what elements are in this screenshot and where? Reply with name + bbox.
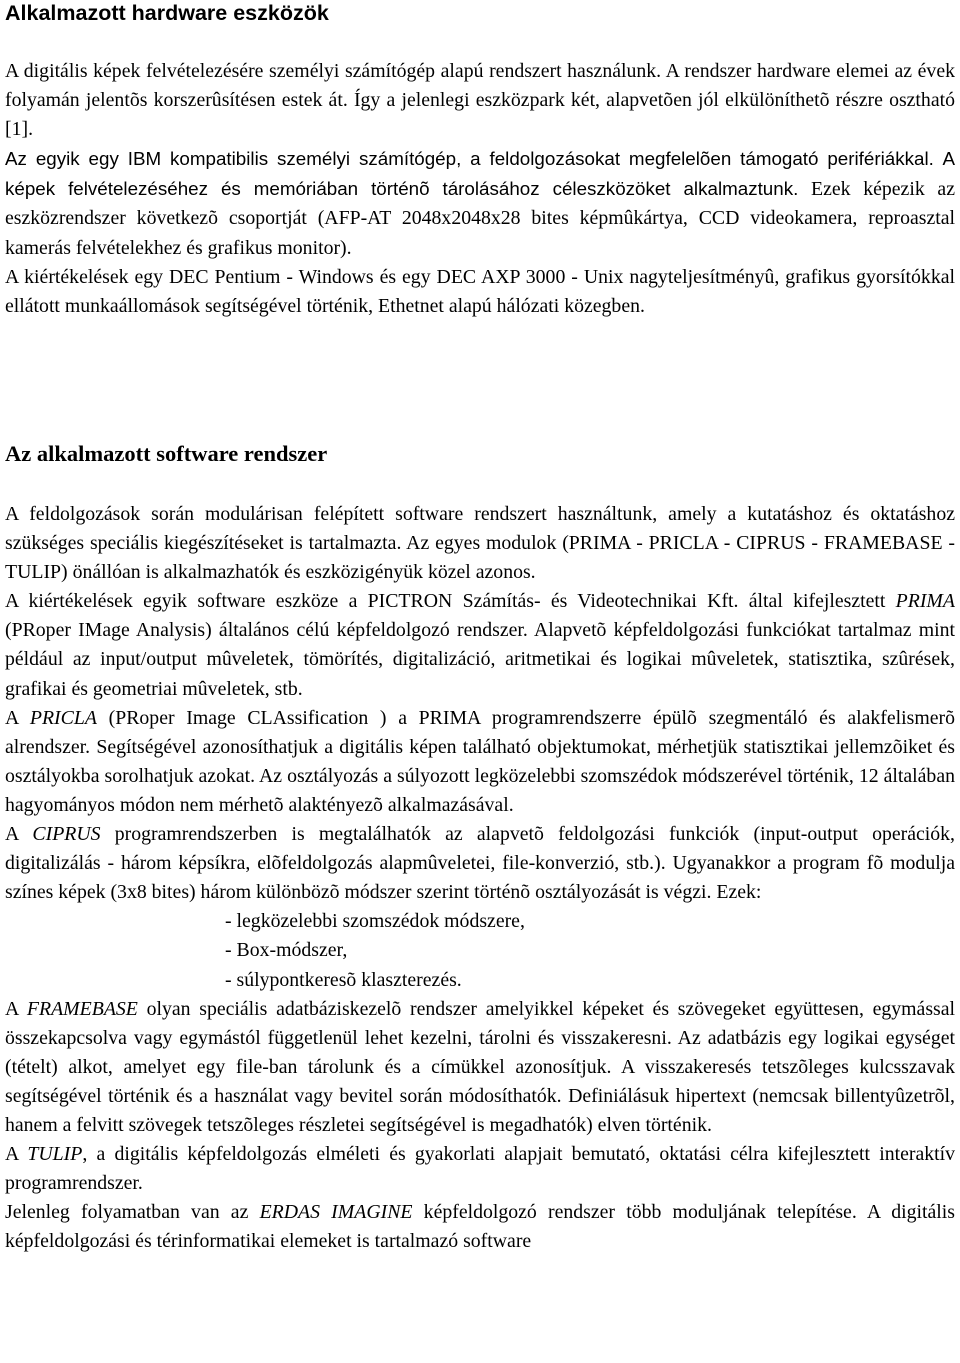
- module-name: PRICLA: [29, 706, 97, 729]
- list-item: - súlypontkeresõ klaszterezés.: [225, 968, 462, 991]
- section2-body: [5, 500, 955, 1256]
- paragraph: A feldolgozások során modulárisan felépített software rendszert használtunk, amely a kutatáshoz és oktatáshoz szükséges speciális kiegészítéseket is tartalmazta. Az egyes modulok (PRIMA - PRICLA - CIPRUS - FRAMEBASE - TULIP) önállóan is alkalmazhatók és eszközigényük közel azonos.: [5, 503, 955, 584]
- list-item: - legközelebbi szomszédok módszere,: [225, 910, 525, 933]
- module-name: FRAMEBASE: [26, 997, 138, 1020]
- section1-heading: Alkalmazott hardware eszközök: [5, 1, 329, 25]
- text: , a digitális képfeldolgozás elméleti és gyakorlati alapjait bemutató, oktatási célra kifejlesztett interaktív programrendszer.: [5, 1143, 955, 1195]
- section1-body: [5, 57, 955, 321]
- text: programrendszerben is megtalálhatók az alapvetõ feldolgozási funkciók (input-output operációk, digitalizálás - három képsíkra, elõfeldolgozás alapmûveletei, file-konverzió, stb.). Ugyanakkor a program fõ modulja színes képek (3x8 bites) három különbözõ módszer szerint történõ osztályozását is végzi. Ezek:: [5, 823, 956, 904]
- module-name: CIPRUS: [32, 823, 101, 846]
- capture-text: A képek felvételezéséhez és memóriában történõ tárolásához céleszközöket alkalmaztunk.: [5, 148, 955, 200]
- module-name: TULIP: [27, 1143, 83, 1166]
- paragraph: [5, 57, 955, 263]
- list-item: - Box-módszer,: [225, 939, 348, 962]
- section2: [5, 440, 955, 1256]
- paragraph: [5, 995, 955, 1140]
- paragraph: [5, 820, 955, 907]
- text: A: [5, 997, 27, 1020]
- text: A: [5, 823, 33, 846]
- module-name: ERDAS IMAGINE: [259, 1201, 413, 1224]
- text: A kiértékelések egyik software eszköze a PICTRON Számítás- és Videotechnikai Kft. által kifejlesztett: [5, 590, 896, 613]
- text: A: [5, 1143, 28, 1166]
- text: olyan speciális adatbáziskezelõ rendszer amelyikkel képeket és szövegeket együttesen, egymással összekapcsolva vagy egymástól függetlenül lehet kezelni, tárolni és visszakeresni. Az adatbázis egy logikai egységet (tételt) alkot, amelyet egy file-ban tárolunk és a címükkel azonosítjuk. A visszakeresés tetszõleges kulcsszavak segítségével történik és a használat vagy bevitel során módosíthatók. Definiálásuk hipertext (nemcsak billentyûzetrõl, hanem a felvitt szövegek tetszõleges részletei segítségével is megadhatók) elven történik.: [5, 997, 956, 1136]
- paragraph: [5, 704, 955, 820]
- section2-heading: Az alkalmazott software rendszer: [5, 441, 328, 466]
- paragraph: [5, 1140, 955, 1198]
- text: (PRoper IMage Analysis) általános célú képfeldolgozó rendszer. Alapvetõ képfeldolgozási funkciókat tartalmaz mint például az input/output mûveletek, tömörítés, digitalizáció, aritmetikai és logikai mûveletek, statisztika, szûrések, grafikai és geometriai mûveletek, stb.: [5, 619, 955, 700]
- text: A: [5, 706, 30, 729]
- text: képfeldolgozó rendszer több moduljának telepítése. A digitális képfeldolgozási és térinformatikai elemeket is tartalmazó software: [5, 1201, 955, 1253]
- paragraph: [5, 587, 955, 703]
- text: Jelenleg folyamatban van az: [5, 1201, 260, 1224]
- paragraph: [5, 1198, 955, 1256]
- document-page: [5, 0, 956, 1253]
- devices-text: Ezek képezik az eszközrendszer következõ csoportját (AFP-AT 2048x2048x28 bites képmûkártya, CCD videokamera, reproasztal kamerás felvételekhez és grafikus monitor).: [5, 178, 955, 259]
- intro-text: A digitális képek felvételezésére személyi számítógép alapú rendszert használunk. A rendszer hardware elemei az évek folyamán jelentõs korszerûsítésen estek át. Így a jelenlegi eszközpark két, alapvetõen jól elkülöníthetõ részre osztható [1].: [5, 60, 955, 141]
- paragraph: A kiértékelések egy DEC Pentium - Windows és egy DEC AXP 3000 - Unix nagyteljesítményû, grafikus gyorsítókkal ellátott munkaállomások segítségével történik, Ethetnet alapú hálózati közegben.: [5, 265, 955, 317]
- module-name: PRIMA: [895, 590, 955, 613]
- text: (PRoper Image CLAssification ) a PRIMA programrendszerre épülõ szegmentáló és alakfelismerõ alrendszer. Segítségével azonosíthatjuk a digitális képen található objektumokat, mérhetjük statisztikai jellemzõiket és osztályokba sorolhatjuk azokat. Az osztályozás a súlyozott legközelebbi szomszédok módszerével történik, 12 általában hagyományos módon nem mérhetõ alaktényezõ alkalmazásával.: [5, 706, 956, 816]
- ibm-pc-text: Az egyik egy IBM kompatibilis személyi számítógép, a feldolgozásokat megfelelõen támogató perifériákkal.: [5, 148, 934, 170]
